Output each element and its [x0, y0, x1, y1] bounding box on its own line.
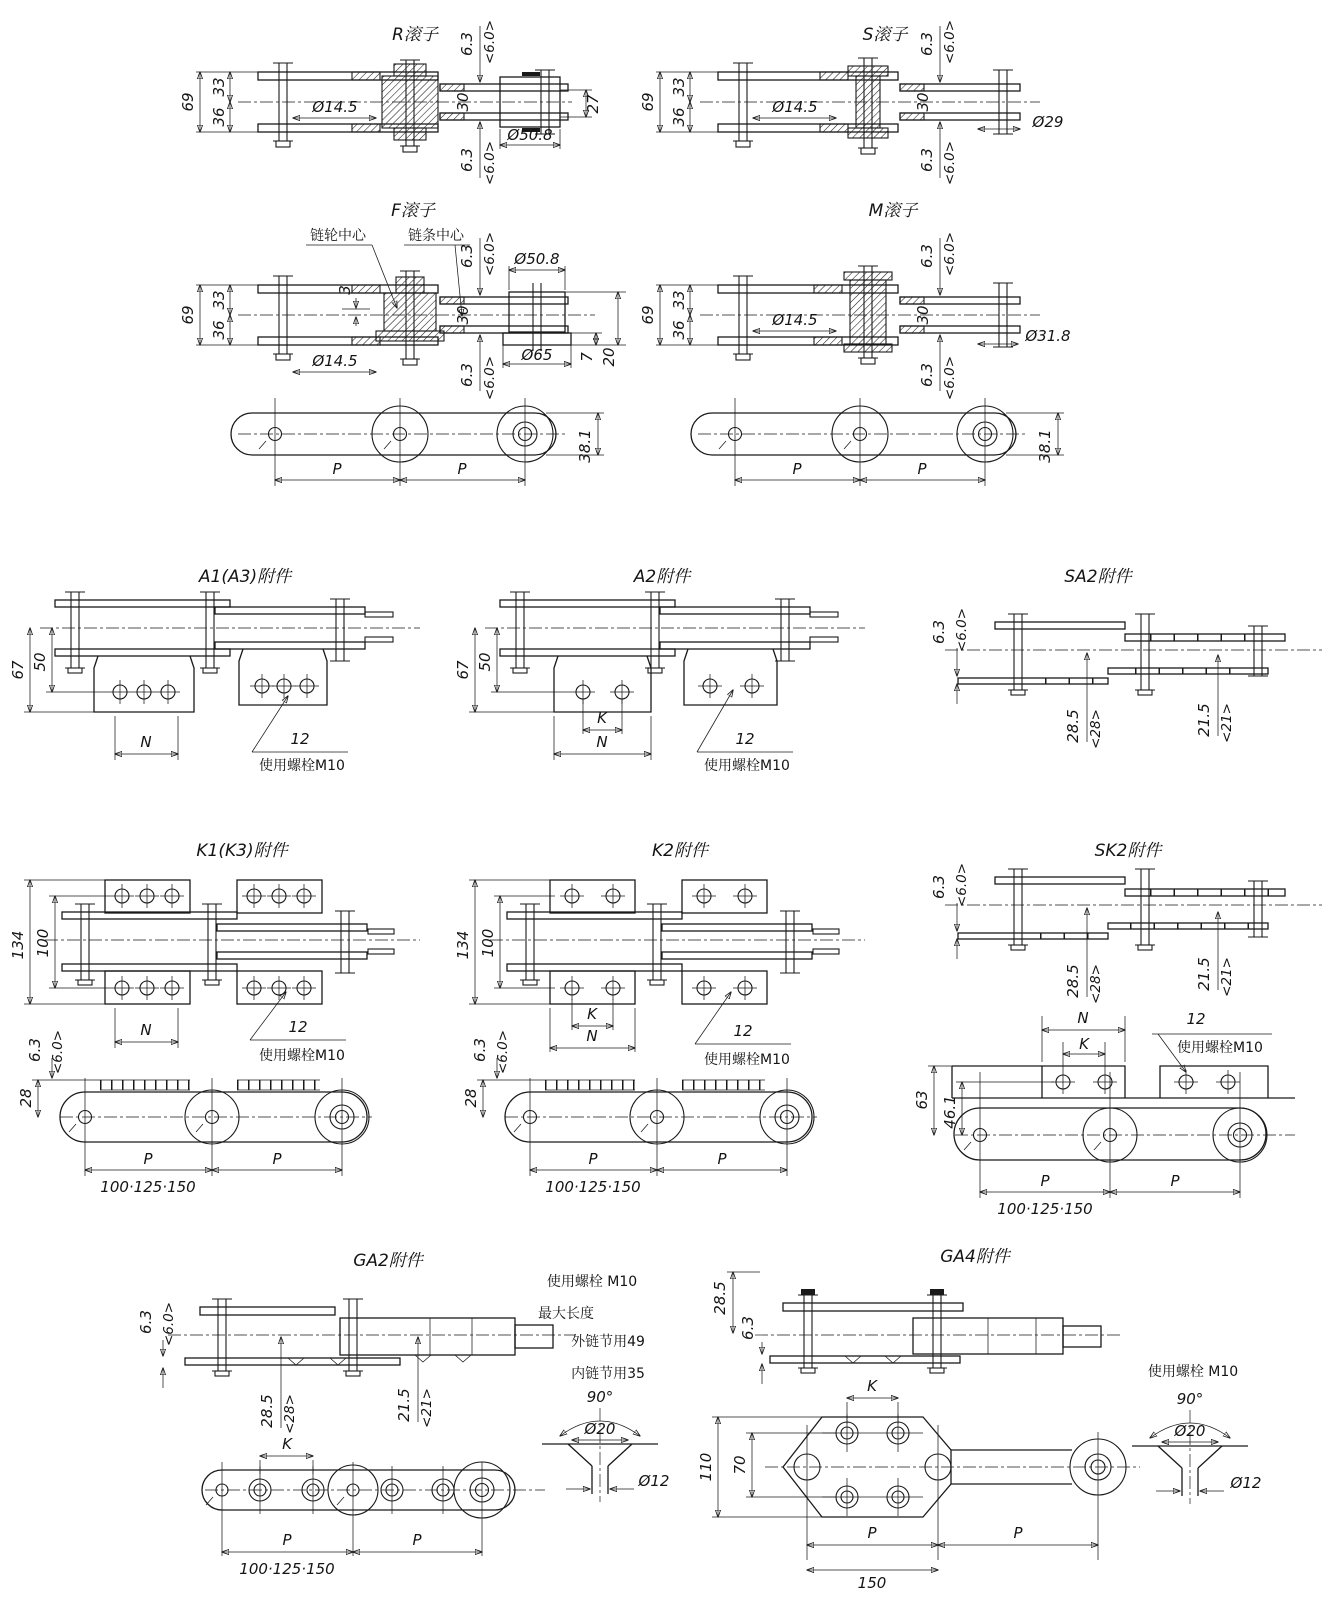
r-roller-drawing	[196, 26, 592, 178]
s-dim-pin-dia: Ø14.5	[772, 98, 818, 116]
m-dim-roller-dia: Ø31.8	[1025, 327, 1071, 345]
f-rough-bot-alt: <6.0>	[482, 355, 498, 401]
f-dim-36: 36	[210, 320, 228, 340]
sk2-dim-28: <28>	[1088, 964, 1104, 1004]
ga2-rough: 6.3	[137, 1310, 155, 1334]
r-dim-27: 27	[584, 94, 602, 114]
k1-dim-n: N	[140, 1021, 152, 1039]
sk2-dim-k: K	[1079, 1035, 1089, 1053]
f-dim-top-dia: Ø50.8	[514, 250, 560, 268]
a2-attachment-drawing	[469, 592, 865, 760]
m-rough-top: 6.3	[918, 244, 936, 268]
a1-attachment-labels	[9, 567, 345, 774]
notes-d20: Ø20	[584, 1420, 616, 1438]
plan-l-width: 38.1	[576, 429, 594, 463]
k2-pitch-values: 100·125·150	[545, 1178, 641, 1196]
ga2-title: GA2附件	[353, 1251, 423, 1271]
k2-dim-134: 134	[454, 930, 472, 960]
a1-attachment-drawing	[24, 592, 420, 760]
sk2-bolt-note: 使用螺栓M10	[1177, 1040, 1263, 1056]
f-dim-flange-dia: Ø65	[521, 346, 553, 364]
sk2-attachment-drawing	[928, 869, 1322, 1198]
notes-labels	[538, 1273, 669, 1490]
ga2-attachment-labels	[137, 1251, 435, 1578]
r-roller-title: R滚子	[392, 25, 438, 45]
s-dim-roller-dia: Ø29	[1032, 113, 1064, 131]
k1-bolt-note: 使用螺栓M10	[259, 1048, 345, 1064]
sk2-dim-285: 28.5	[1064, 964, 1082, 998]
f-roller-title: F滚子	[391, 201, 435, 221]
ga4-title: GA4附件	[940, 1247, 1010, 1267]
f-dim-pin-dia: Ø14.5	[312, 352, 358, 370]
sk2-rough-alt: <6.0>	[954, 862, 970, 908]
f-rough-top: 6.3	[458, 244, 476, 268]
k1-pitch-values: 100·125·150	[100, 1178, 196, 1196]
k1-dim-12: 12	[288, 1018, 308, 1036]
f-dim-3: 3	[336, 285, 354, 295]
s-rough-bot-alt: <6.0>	[942, 140, 958, 186]
s-roller-title: S滚子	[862, 25, 908, 45]
f-sprocket-center-label: 链轮中心	[310, 228, 366, 244]
f-dim-33: 33	[210, 290, 228, 310]
ga2-dim-215: 21.5	[395, 1388, 413, 1422]
f-rough-top-alt: <6.0>	[482, 231, 498, 277]
sk2-attachment-labels	[913, 841, 1263, 1218]
m-dim-33: 33	[670, 290, 688, 310]
notes-angle: 90°	[586, 1388, 614, 1406]
k2-pitch-1: P	[588, 1150, 598, 1168]
ga4-attachment-drawing	[712, 1272, 1248, 1570]
f-roller-drawing	[196, 238, 626, 391]
f-rough-bot: 6.3	[458, 363, 476, 387]
k1-rough-alt: <6.0>	[50, 1029, 66, 1075]
sa2-dim-28: <28>	[1088, 709, 1104, 749]
a2-dim-50: 50	[476, 652, 494, 672]
chain-plan-left-drawing	[231, 398, 604, 486]
k2-attachment-drawing	[469, 880, 865, 1176]
f-dim-20: 20	[600, 347, 618, 367]
chain-plan-right-drawing	[691, 398, 1064, 486]
k2-dim-100: 100	[479, 928, 497, 958]
a1-dim-12: 12	[290, 730, 310, 748]
s-dim-69: 69	[639, 92, 657, 112]
ga4-dim-150: 150	[857, 1574, 887, 1592]
k2-dim-k: K	[587, 1005, 597, 1023]
r-rough-bot: 6.3	[458, 148, 476, 172]
k2-title: K2附件	[652, 841, 708, 861]
r-dim-30: 30	[454, 92, 472, 112]
sk2-dim-21: <21>	[1219, 957, 1235, 997]
sa2-dim-285: 28.5	[1064, 709, 1082, 743]
ga2-attachment-drawing	[163, 1299, 575, 1556]
k2-bolt-note: 使用螺栓M10	[704, 1052, 790, 1068]
sk2-dim-63: 63	[913, 1090, 931, 1110]
r-rough-top-alt: <6.0>	[482, 19, 498, 65]
plan-l-pitch-2: P	[457, 460, 467, 478]
m-roller-title: M滚子	[868, 201, 918, 221]
sa2-rough: 6.3	[930, 620, 948, 644]
s-rough-bot: 6.3	[918, 148, 936, 172]
f-dim-30: 30	[454, 305, 472, 325]
m-dim-pin-dia: Ø14.5	[772, 311, 818, 329]
sk2-dim-n: N	[1077, 1009, 1089, 1027]
k2-attachment-labels	[454, 841, 790, 1196]
m-dim-69: 69	[639, 305, 657, 325]
ga2-dim-k: K	[282, 1435, 292, 1453]
s-dim-33: 33	[670, 77, 688, 97]
plan-l-pitch-1: P	[332, 460, 342, 478]
plan-r-pitch-2: P	[917, 460, 927, 478]
k1-title: K1(K3)附件	[196, 841, 288, 861]
ga2-pitch-1: P	[282, 1531, 292, 1549]
a1-dim-n: N	[140, 733, 152, 751]
k1-dim-100: 100	[34, 928, 52, 958]
sk2-rough: 6.3	[930, 875, 948, 899]
ga4-pitch-1: P	[867, 1524, 877, 1542]
a1-title: A1(A3)附件	[198, 567, 292, 587]
a2-bolt-note: 使用螺栓M10	[704, 758, 790, 774]
ga4-attachment-labels	[697, 1247, 1261, 1592]
k1-dim-134: 134	[9, 930, 27, 960]
a1-bolt-note: 使用螺栓M10	[259, 758, 345, 774]
k2-rough-alt: <6.0>	[495, 1029, 511, 1075]
ga2-pitch-2: P	[412, 1531, 422, 1549]
m-roller-drawing	[656, 238, 1040, 391]
ga2-pitch-values: 100·125·150	[239, 1560, 335, 1578]
plan-r-pitch-1: P	[792, 460, 802, 478]
s-roller-labels	[639, 20, 1063, 185]
ga4-d20: Ø20	[1174, 1422, 1206, 1440]
m-dim-30: 30	[914, 305, 932, 325]
ga4-bolt-note: 使用螺栓 M10	[1147, 1364, 1239, 1380]
f-chain-center-label: 链条中心	[408, 228, 464, 244]
f-dim-7: 7	[578, 352, 596, 362]
ga2-dim-285: 28.5	[258, 1394, 276, 1428]
notes-outer-link: 外链节用49	[571, 1334, 645, 1350]
k1-attachment-drawing	[24, 880, 420, 1176]
k1-dim-28: 28	[17, 1088, 35, 1108]
ga4-dim-k: K	[867, 1377, 877, 1395]
sk2-pitch-1: P	[1040, 1172, 1050, 1190]
f-dim-69: 69	[179, 305, 197, 325]
sa2-attachment-drawing	[945, 614, 1322, 742]
m-rough-bot-alt: <6.0>	[942, 355, 958, 401]
r-rough-top: 6.3	[458, 32, 476, 56]
a2-dim-12: 12	[735, 730, 755, 748]
ga4-d12: Ø12	[1230, 1474, 1262, 1492]
sa2-attachment-labels	[930, 567, 1235, 749]
s-rough-top-alt: <6.0>	[942, 19, 958, 65]
plan-r-width: 38.1	[1036, 429, 1054, 463]
k2-dim-12: 12	[733, 1022, 753, 1040]
a2-title: A2附件	[633, 567, 691, 587]
ga4-pitch-2: P	[1013, 1524, 1023, 1542]
sk2-dim-461: 46.1	[941, 1095, 959, 1129]
sk2-title: SK2附件	[1094, 841, 1162, 861]
notes-d12: Ø12	[638, 1472, 670, 1490]
sa2-title: SA2附件	[1064, 567, 1132, 587]
ga4-rough: 6.3	[739, 1316, 757, 1340]
notes-max-length: 最大长度	[538, 1306, 594, 1322]
sa2-dim-215: 21.5	[1195, 703, 1213, 737]
s-rough-top: 6.3	[918, 32, 936, 56]
ga4-dim-70: 70	[731, 1455, 749, 1475]
r-dim-roller-dia: Ø50.8	[507, 126, 553, 144]
sa2-dim-21: <21>	[1219, 703, 1235, 743]
k1-rough: 6.3	[26, 1038, 44, 1062]
sk2-pitch-2: P	[1170, 1172, 1180, 1190]
ga4-dim-110: 110	[697, 1452, 715, 1482]
s-roller-drawing	[656, 26, 1040, 178]
s-dim-30: 30	[914, 92, 932, 112]
a1-dim-67: 67	[9, 660, 27, 680]
r-dim-33: 33	[210, 77, 228, 97]
ga4-dim-285: 28.5	[711, 1281, 729, 1315]
m-dim-36: 36	[670, 320, 688, 340]
r-dim-69: 69	[179, 92, 197, 112]
r-rough-bot-alt: <6.0>	[482, 140, 498, 186]
k1-pitch-2: P	[272, 1150, 282, 1168]
a2-dim-n: N	[596, 733, 608, 751]
k2-pitch-2: P	[717, 1150, 727, 1168]
a2-dim-k: K	[597, 709, 607, 727]
k1-attachment-labels	[9, 841, 345, 1196]
sk2-dim-12: 12	[1186, 1010, 1206, 1028]
sk2-pitch-values: 100·125·150	[997, 1200, 1093, 1218]
k1-pitch-1: P	[143, 1150, 153, 1168]
k2-rough: 6.3	[471, 1038, 489, 1062]
notes-inner-link: 内链节用35	[571, 1366, 645, 1382]
m-rough-bot: 6.3	[918, 363, 936, 387]
s-dim-36: 36	[670, 107, 688, 127]
ga2-dim-28: <28>	[282, 1394, 298, 1434]
ga2-rough-alt: <6.0>	[161, 1301, 177, 1347]
ga2-dim-21: <21>	[419, 1388, 435, 1428]
ga4-angle: 90°	[1176, 1390, 1204, 1408]
r-dim-pin-dia: Ø14.5	[312, 98, 358, 116]
a1-dim-50: 50	[31, 652, 49, 672]
k2-dim-n: N	[586, 1027, 598, 1045]
notes-bolt: 使用螺栓 M10	[546, 1274, 638, 1290]
a2-attachment-labels	[454, 567, 790, 774]
m-rough-top-alt: <6.0>	[942, 231, 958, 277]
a2-dim-67: 67	[454, 660, 472, 680]
k2-dim-28: 28	[462, 1088, 480, 1108]
r-dim-36: 36	[210, 107, 228, 127]
sk2-dim-215: 21.5	[1195, 957, 1213, 991]
sa2-rough-alt: <6.0>	[954, 607, 970, 653]
